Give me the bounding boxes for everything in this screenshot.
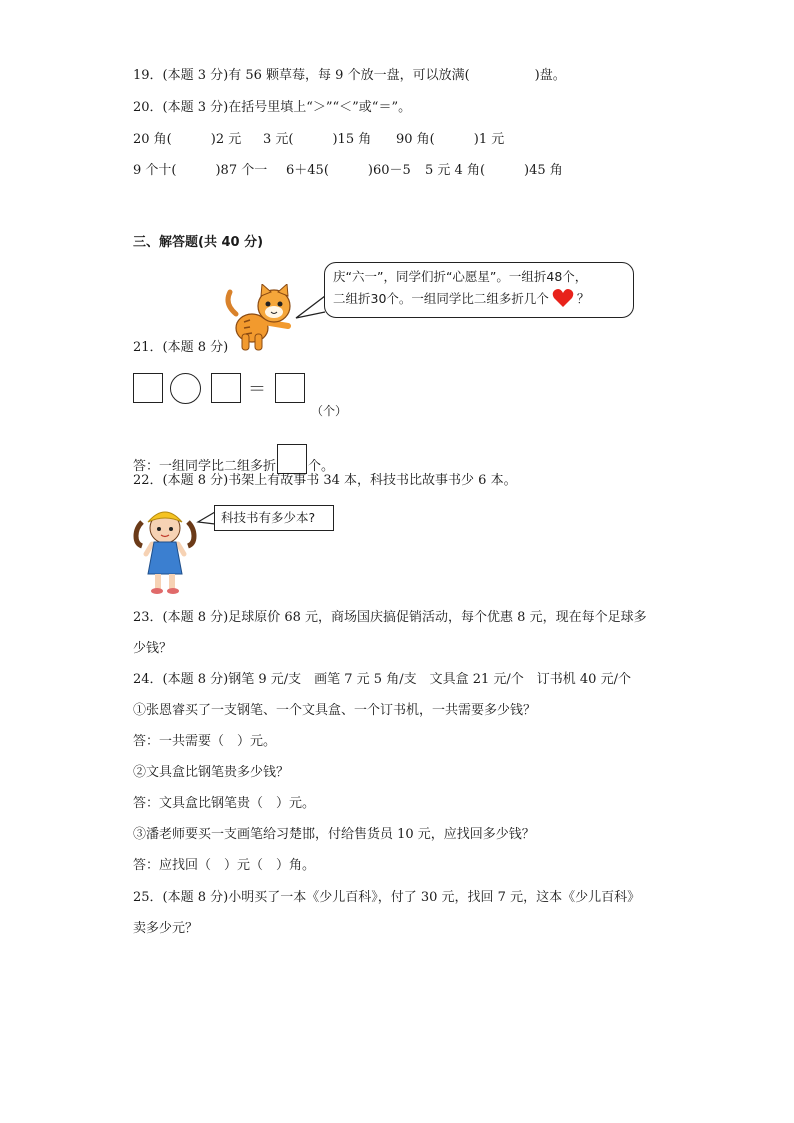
bubble-line-1: 庆“六一”，同学们折“心愿星”。一组折48个， bbox=[333, 269, 588, 284]
bubble-tail bbox=[294, 292, 328, 324]
answer-suffix: 个。 bbox=[308, 459, 335, 474]
question-24-part-1: ①张恩睿买了一支钢笔、一个文具盒、一个订书机，一共需要多少钱？ bbox=[133, 703, 537, 718]
bubble-question-mark: ？ bbox=[576, 291, 590, 306]
compare-item: 20 角( )2 元 bbox=[133, 132, 242, 147]
speech-bubble bbox=[324, 262, 634, 318]
answer-box[interactable] bbox=[211, 373, 241, 403]
question-23-line-1: 23．(本题 8 分)足球原价 68 元，商场国庆搞促销活动，每个优惠 8 元，现在每个足球多 bbox=[133, 610, 647, 625]
compare-item: 9 个十( )87 个一 bbox=[133, 163, 268, 178]
unit-label: （个） bbox=[311, 404, 348, 418]
girl-illustration bbox=[132, 504, 198, 594]
question-bubble: 科技书有多少本? bbox=[214, 505, 334, 531]
question-24-answer-1: 答：一共需要（ ）元。 bbox=[133, 734, 277, 749]
question-24-answer-2: 答：文具盒比钢笔贵（ ）元。 bbox=[133, 796, 316, 811]
heart-icon bbox=[552, 288, 574, 308]
answer-box[interactable] bbox=[277, 444, 307, 474]
compare-item: 90 角( )1 元 bbox=[396, 132, 505, 147]
question-19: 19．(本题 3 分)有 56 颗草莓，每 9 个放一盘，可以放满( )盘。 bbox=[133, 68, 566, 83]
question-20-stem: 20．(本题 3 分)在括号里填上“＞”“＜”或“＝”。 bbox=[133, 100, 412, 115]
question-23-line-2: 少钱？ bbox=[133, 641, 173, 656]
question-22: 22．(本题 8 分)书架上有故事书 34 本，科技书比故事书少 6 本。 bbox=[133, 473, 517, 488]
bubble-line-2 bbox=[333, 288, 633, 310]
question-21-label: 21．(本题 8 分) bbox=[133, 340, 229, 355]
compare-item: 3 元( )15 角 bbox=[263, 132, 372, 147]
compare-item: 5 元 4 角( )45 角 bbox=[425, 163, 563, 178]
answer-box[interactable] bbox=[133, 373, 163, 403]
question-24-stem: 24．(本题 8 分)钢笔 9 元/支 画笔 7 元 5 角/支 文具盒 21 元/个 订书机 40 元/个 bbox=[133, 672, 631, 687]
question-20-row-2 bbox=[133, 162, 693, 180]
compare-item: 6＋45( )60－5 bbox=[286, 163, 411, 178]
bubble-tail bbox=[196, 510, 216, 528]
question-24-part-3: ③潘老师要买一支画笔给习楚邯，付给售货员 10 元，应找回多少钱？ bbox=[133, 827, 535, 842]
question-25-line-1: 25．(本题 8 分)小明买了一本《少儿百科》，付了 30 元，找回 7 元，这本《少儿百科》 bbox=[133, 890, 641, 905]
answer-box[interactable] bbox=[275, 373, 305, 403]
section-heading: 三、解答题(共 40 分) bbox=[133, 235, 264, 250]
question-24-answer-3: 答：应找回（ ）元（ ）角。 bbox=[133, 858, 316, 873]
question-25-line-2: 卖多少元？ bbox=[133, 921, 199, 936]
operator-circle[interactable] bbox=[170, 373, 201, 404]
question-20-row-1 bbox=[133, 131, 693, 149]
cat-illustration bbox=[222, 284, 298, 354]
equals-sign: ＝ bbox=[248, 379, 266, 400]
question-24-part-2: ②文具盒比钢笔贵多少钱？ bbox=[133, 765, 290, 780]
bubble-line-2-text: 二组折30个。一组同学比二组多折几个 bbox=[333, 291, 549, 306]
answer-prefix: 答：一组同学比二组多折 bbox=[133, 459, 277, 474]
